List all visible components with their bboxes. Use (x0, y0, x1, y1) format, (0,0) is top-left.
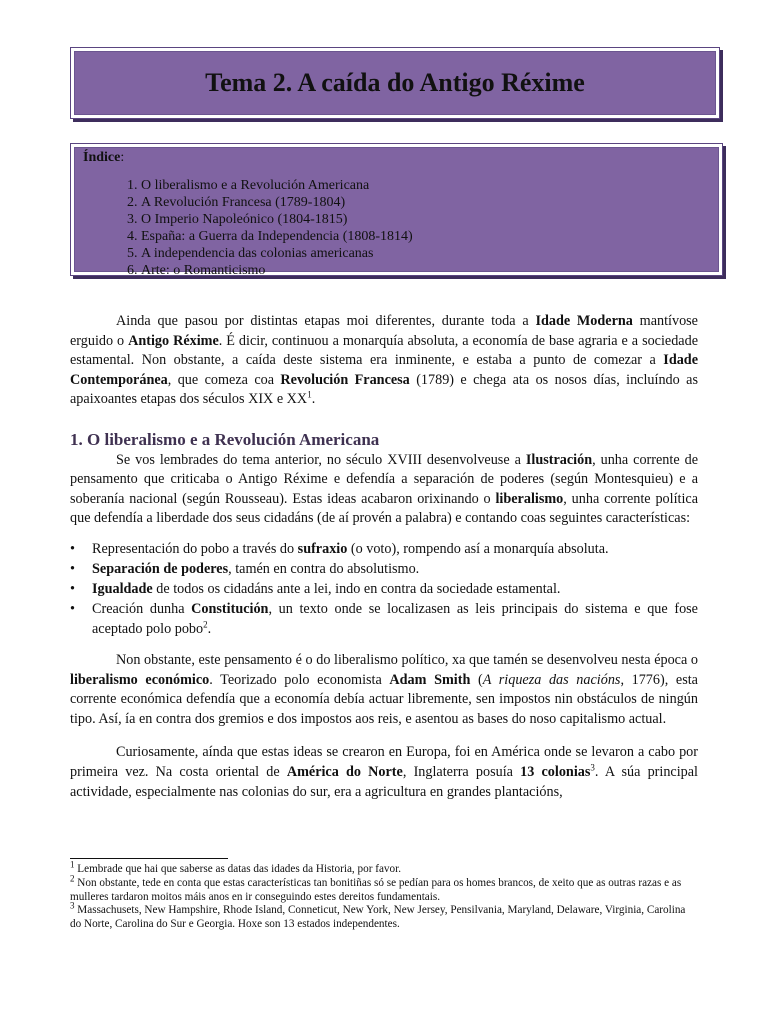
list-item: • Separación de poderes, tamén en contra do absolutismo. (70, 560, 420, 577)
page-title: Tema 2. A caída do Antigo Réxime (205, 68, 585, 97)
index-heading: Índice: (83, 150, 125, 165)
bullet-icon: • (70, 560, 75, 577)
body-content (70, 312, 698, 802)
index-label: Índice (83, 150, 121, 165)
footnote-ref: 3 (590, 762, 595, 773)
footnote-ref: 1 (307, 389, 312, 400)
section-paragraph: Non obstante, este pensamento é o do liberalismo político, xa que tamén se desenvolveu nesta época o liberalismo económico. Teorizado polo economista Adam Smith (A riqueza das nacións, 1776), esta corrente económica defendía que a economía debía actuar libremente, sen impostos nin obstáculos de ningún tipo. Así, ía en contra dos gremios e dos impostos aos reis, e asentou as bases do noso capitalismo actual. (70, 651, 698, 727)
footnote-divider (70, 858, 228, 859)
section-paragraph: Se vos lembrades do tema anterior, no século XVIII desenvolveuse a Ilustración, unha corrente de pensamento que criticaba o Antigo Réxime e defendía a separación de poderes (según Montesquieu) e a soberanía nacional (según Rousseau). Estas ideas acabaron orixinando o liberalismo, unha corrente política que defendía a liberdade dos seus cidadáns (de aí provén a palabra) e contando coas seguintes características: (70, 451, 698, 527)
bullet-icon: • (70, 600, 75, 617)
footnotes (70, 859, 698, 932)
index-list (83, 177, 710, 276)
bullet-icon: • (70, 580, 75, 597)
footnote-ref: 2 (203, 619, 208, 630)
footnote: $^3$ Massachusets, New Hampshire, Rhode Island, Conneticut, New York, New Jersey, Pensilvania, Maryland, Delaware, Virginia, Carolina do Norte, Carolina do Sur e Georgia. Hoxe son 13 estados independentes. (70, 900, 686, 931)
index-item: 2. A Revolución Francesa (1789-1804) (141, 194, 710, 211)
section-heading: 1. O liberalismo e a Revolución Americana (70, 429, 380, 449)
bullet-icon: • (70, 540, 75, 557)
list-item: • Representación do pobo a través do sufraxio (o voto), rompendo así a monarquía absoluta. (70, 540, 609, 557)
intro-paragraph: Ainda que pasou por distintas etapas moi diferentes, durante toda a Idade Moderna mantívose erguido o Antigo Réxime. É dicir, continuou a monarquía absoluta, a economía de base agraria e a sociedade estamental. Non obstante, a caída deste sistema era inminente, e estaba a punto de comezar a Idade Contemporánea, que comeza coa Revolución Francesa (1789) e chega ata os nosos días, incluíndo as apaixoantes etapas dos séculos XIX e $XX^1$. (70, 313, 698, 408)
index-item: 4. España: a Guerra da Independencia (1808-1814) (141, 228, 710, 245)
characteristics-list (70, 539, 698, 639)
index-box (70, 143, 723, 276)
footnote: $^1$ Lembrade que hai que saberse as datas das idades da Historia, por favor. (70, 859, 401, 875)
index-item: 3. O Imperio Napoleónico (1804-1815) (141, 211, 710, 228)
title-box (70, 47, 720, 119)
section-paragraph: Curiosamente, aínda que estas ideas se crearon en Europa, foi en América onde se levaron a cabo por primeira vez. Na costa oriental de América do Norte, Inglaterra posuía 13 colonias$^3$. A súa principal actividade, especialmente nas colonias do sur, era a agricultura en grandes plantacións, (70, 744, 698, 800)
list-item: • Creación dunha Constitución, un texto onde se localizasen as leis principais do sistema e que fose aceptado polo pobo$^2$. (70, 600, 698, 637)
index-item: 1. O liberalismo e a Revolución Americana (141, 177, 710, 194)
footnote: $^2$ Non obstante, tede en conta que estas características tan bonitiñas só se pedían para os homes brancos, de xeito que as outras razas e as mulleres tardaron moitos máis anos en ir conseguindo estes dereitos fundamentais. (70, 873, 682, 903)
list-item: • Igualdade de todos os cidadáns ante a lei, indo en contra da sociedade estamental. (70, 580, 561, 597)
index-item: 6. Arte: o Romanticismo (141, 262, 710, 276)
index-item: 5. A independencia das colonias americanas (141, 245, 710, 262)
